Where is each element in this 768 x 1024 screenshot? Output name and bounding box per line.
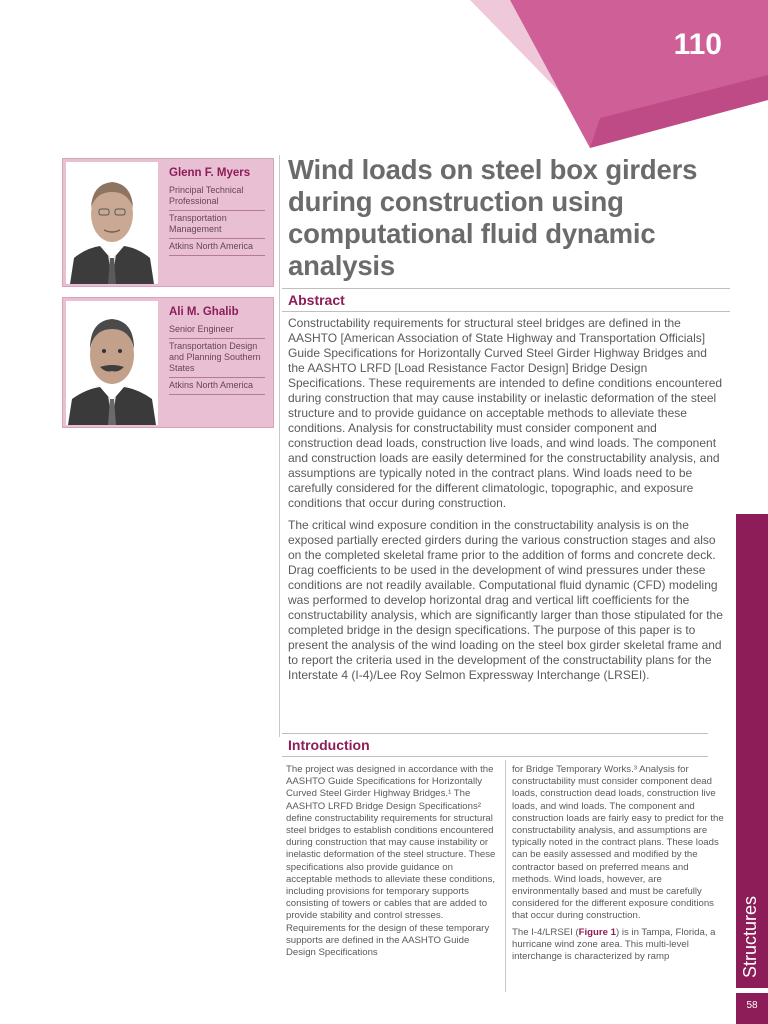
author-card-myers (62, 158, 274, 287)
author-name: Glenn F. Myers (169, 167, 251, 179)
abstract-paragraph: The critical wind exposure condition in the constructability analysis is on the exposed partially erected girders during the various construction stages and also on the completed skeletal frame prior to the addition of forms and concrete deck. Drag coefficients to be used in the development of wind pressures under these conditions are not readily available. Computational fluid dynamic (CFD) modeling was performed to develop horizontal drag and vertical lift coefficients for the constructability analysis, which are significantly larger than those stipulated for the completed bridge in the design specifications. The purpose of this paper is to present the analysis of the wind loading on the steel box girder skeletal frame and to report the criteria used in the development of the constructability plans for the Interstate 4 (I-4)/Lee Roy Selmon Expressway Interchange (LRSEI). (288, 518, 723, 682)
abstract-paragraph: Constructability requirements for structural steel bridges are defined in the AASHTO [American Association of State Highway and Transportation Officials] Guide Specifications for Horizontally Curved Steel Girder Highway Bridges and the AASHTO LRFD [Load Resistance Factor Design] Bridge Design Specifications. These requirements are intended to define conditions encountered during construction that may cause instability or inelastic deformation of the steel structure and to provide guidance on acceptable methods to alleviate these conditions. Analysis for constructability must consider component and construction dead loads, construction live loads, and wind loads. The component and construction loads are easily determined for the constructability analysis, and assumptions are typically noted in the contract plans. Wind loads need to be carefully considered for the different climatologic, topographic, and exposure conditions that occur during construction. (288, 316, 723, 510)
section-tab-label: Structures (740, 895, 760, 978)
author-company: Atkins North America (169, 239, 265, 256)
author-photo-ghalib (66, 301, 158, 425)
introduction-heading: Introduction (282, 733, 708, 757)
intro-paragraph (512, 927, 724, 964)
intro-paragraph: for Bridge Temporary Works.³ Analysis for constructability must consider component dead loads, construction dead loads, construction live loads, and wind loads. The component and construction loads are fairly easy to predict for the constructability analysis, and assumptions are typically noted in the contract plans. These loads can be easily assessed and modified by the contractor based on preferred means and methods. Wind loads, however, are environmentally based and must be carefully considered for the different exposure conditions that occur during construction. (512, 764, 724, 922)
abstract-body (288, 316, 724, 690)
intro-column-left (286, 764, 499, 963)
intro-column-right (512, 764, 724, 967)
author-photo-myers (66, 162, 158, 284)
column-divider (279, 155, 280, 737)
intro-paragraph: The project was designed in accordance with the AASHTO Guide Specifications for Horizontally Curved Steel Girder Highway Bridges.¹ The AASHTO LRFD Bridge Design Specifications² define constructability requirements for structural steel bridges to establish conditions encountered during construction that may cause instability or inelastic deformation of the steel structure. These specifications also provide guidance on acceptable methods to alleviate these conditions, including provisions for temporary supports consisting of towers or cables that are added to provide stability and control stresses. Requirements for the design of these temporary supports are defined in the AASHTO Guide Design Specifications (286, 764, 496, 959)
intro-column-divider (505, 760, 506, 992)
author-title: Senior Engineer (169, 322, 265, 339)
article-title: Wind loads on steel box girders during construction using computational fluid dynamic analysis (288, 154, 698, 281)
intro-text: ) is in Tampa, Florida, a hurricane wind zone area. This multi-level interchange is characterized by ramp (512, 926, 716, 963)
header-decoration (0, 0, 768, 160)
page-number: 110 (673, 28, 722, 61)
author-department: Transportation Management (169, 211, 265, 239)
author-title: Principal Technical Professional (169, 183, 265, 211)
author-department: Transportation Design and Planning Southern States (169, 339, 265, 378)
folio-number: 58 (746, 1000, 758, 1011)
intro-text: The I-4/LRSEI ( (512, 926, 579, 938)
abstract-heading: Abstract (282, 288, 730, 312)
author-company: Atkins North America (169, 378, 265, 395)
author-card-ghalib (62, 297, 274, 428)
figure-reference-link[interactable]: Figure 1 (578, 926, 616, 938)
author-name: Ali M. Ghalib (169, 306, 239, 318)
